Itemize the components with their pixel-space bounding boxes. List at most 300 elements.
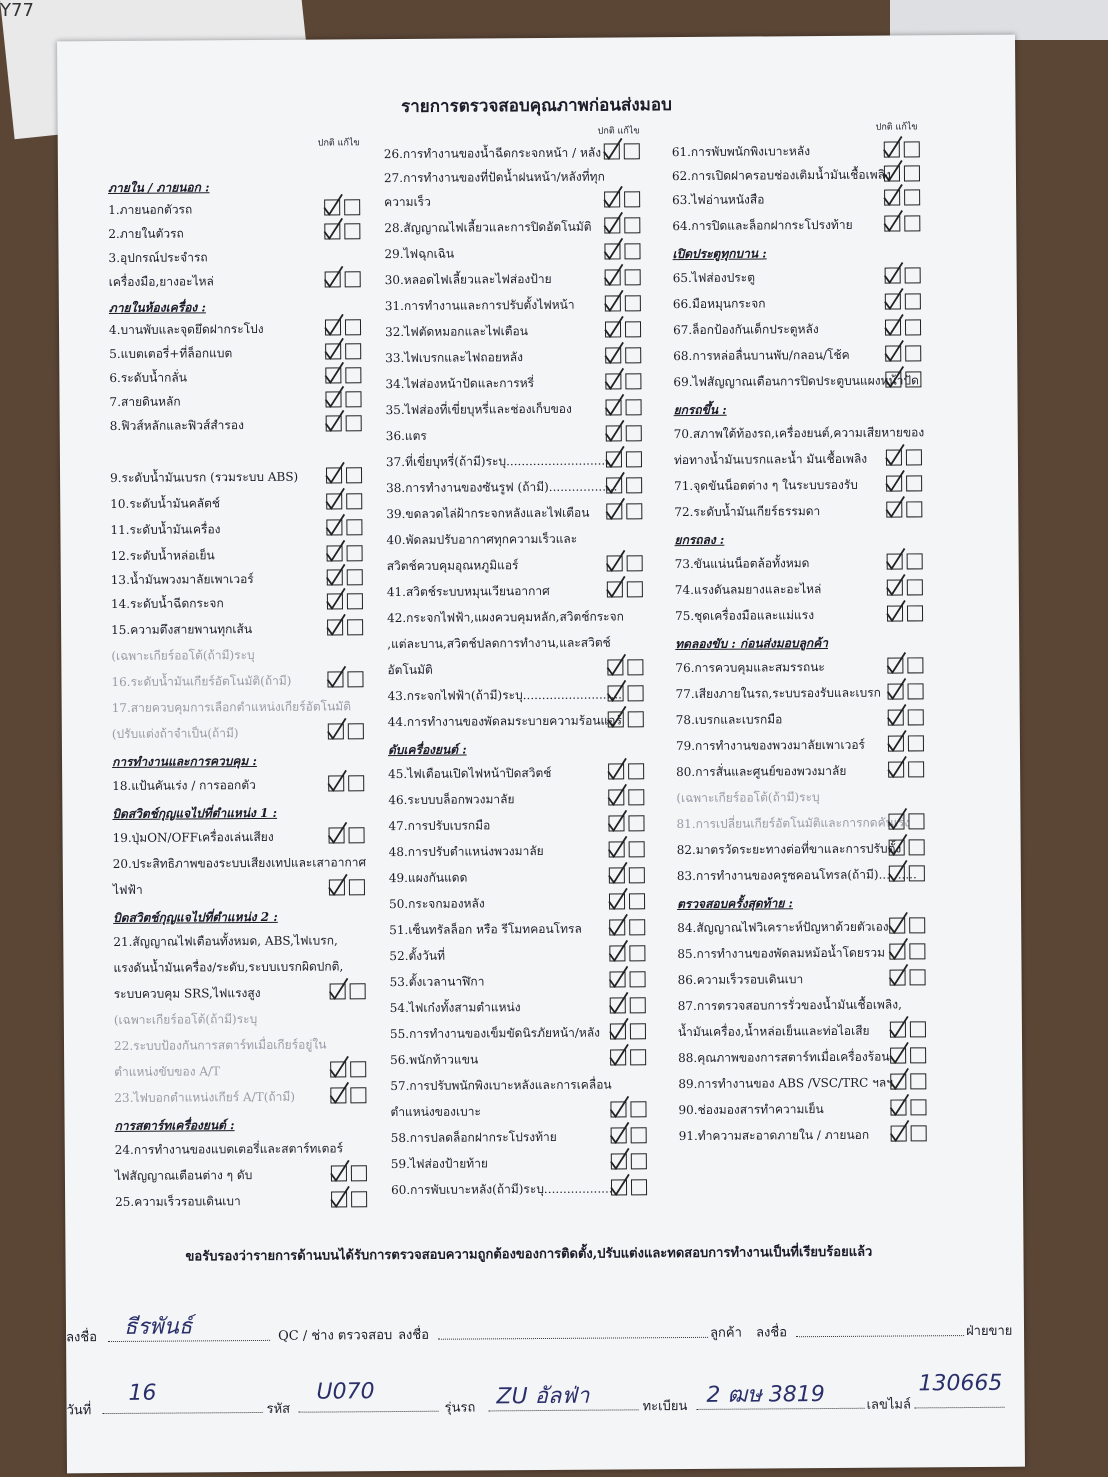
fix-checkbox[interactable] (631, 1179, 647, 1195)
fix-checkbox[interactable] (631, 1127, 647, 1143)
check-mark-icon (325, 821, 349, 845)
normal-checkbox[interactable] (330, 1061, 346, 1077)
normal-checkbox[interactable] (605, 321, 621, 337)
checklist-item-label: ท่อทางน้ำมันเบรกและน้ำ มันเชื้อเพลิง (673, 451, 868, 468)
check-mark-icon (887, 1067, 911, 1091)
fix-checkbox[interactable] (629, 893, 645, 909)
checklist-item-label: 86.ความเร็วรอบเดินเบา (677, 972, 804, 988)
check-mark-icon (886, 937, 910, 961)
normal-checkbox[interactable] (327, 619, 343, 635)
section-heading: ภายในห้องเครื่อง : (108, 300, 206, 316)
mileage-label: เลขไมล์ (866, 1397, 911, 1413)
check-mark-icon (327, 1055, 351, 1079)
checklist-item-label: 28.สัญญาณไฟเลี้ยวและการปิดอัตโนมัติ (384, 219, 592, 236)
normal-checkbox[interactable] (610, 997, 626, 1013)
normal-checkbox[interactable] (330, 983, 346, 999)
fix-checkbox[interactable] (630, 971, 646, 987)
fix-checkbox[interactable] (345, 343, 361, 359)
checklist-item-label: 65.ไฟส่องประตู (672, 270, 756, 286)
checklist-item-label: 83.การทำงานของครูซคอนโทรล(ถ้ามี).......... (676, 867, 917, 884)
checklist-item-label: 90.ช่องมองสารทำความเย็น (678, 1102, 824, 1118)
check-mark-icon (602, 393, 626, 417)
check-mark-icon (607, 1095, 631, 1119)
normal-checkbox[interactable] (886, 475, 902, 491)
fix-checkbox[interactable] (346, 519, 362, 535)
qc-sign-label: ลงชื่อ (66, 1330, 98, 1346)
checklist-item-label: ระบบควบคุม SRS,ไฟแรงสูง (113, 985, 261, 1001)
checklist-item-label: 91.ทำความสะอาดภายใน / ภายนอก (678, 1127, 870, 1144)
checklist-item-label: 63.ไฟอ่านหนังสือ (672, 192, 765, 208)
fix-checkbox[interactable] (347, 569, 363, 585)
normal-checkbox[interactable] (611, 1127, 627, 1143)
checklist-item-label: 75.ชุดเครื่องมือและแม่แรง (674, 608, 815, 624)
normal-checkbox[interactable] (887, 657, 903, 673)
check-mark-icon (882, 365, 906, 389)
fix-checkbox[interactable] (908, 761, 924, 777)
normal-checkbox[interactable] (888, 735, 904, 751)
check-mark-icon (606, 835, 630, 859)
col3-header: ปกติ แก้ไข (875, 122, 918, 133)
fix-checkbox[interactable] (630, 997, 646, 1013)
check-mark-icon (605, 757, 629, 781)
normal-checkbox[interactable] (324, 223, 340, 239)
checklist-item-label: 39.ขดลวดไล่ฝ้ากระจกหลังและไฟเตือน (386, 505, 590, 522)
checklist-item-label: 41.สวิตช์ระบบหมุนเวียนอากาศ (386, 583, 550, 600)
checklist-item-label: 48.การปรับตำแหน่งพวงมาลัย (388, 843, 544, 860)
normal-checkbox[interactable] (327, 569, 343, 585)
inspection-sheet (57, 35, 1025, 1474)
check-mark-icon (882, 261, 906, 285)
normal-checkbox[interactable] (889, 917, 905, 933)
normal-checkbox[interactable] (328, 775, 344, 791)
fix-checkbox[interactable] (624, 191, 640, 207)
check-mark-icon (606, 861, 630, 885)
fix-checkbox[interactable] (905, 319, 921, 335)
normal-checkbox[interactable] (327, 593, 343, 609)
fix-checkbox[interactable] (907, 553, 923, 569)
normal-checkbox[interactable] (888, 709, 904, 725)
form-title: รายการตรวจสอบคุณภาพก่อนส่งมอบ (401, 95, 672, 117)
fix-checkbox[interactable] (347, 619, 363, 635)
check-mark-icon (605, 705, 629, 729)
normal-checkbox[interactable] (330, 1087, 346, 1103)
normal-checkbox[interactable] (890, 1021, 906, 1037)
checklist-item-label: ตำแหน่งขับของ A/T (114, 1064, 221, 1079)
section-heading: ยกรถขึ้น : (673, 402, 727, 418)
section-heading: ตรวจสอบครั้งสุดท้าย : (677, 896, 794, 912)
checklist-item-label: 12.ระดับน้ำหล่อเย็น (110, 548, 215, 563)
mileage-value: 130665 (918, 1370, 1003, 1397)
normal-checkbox[interactable] (609, 893, 625, 909)
fix-checkbox[interactable] (907, 605, 923, 621)
normal-checkbox[interactable] (888, 761, 904, 777)
normal-checkbox[interactable] (888, 683, 904, 699)
normal-checkbox[interactable] (608, 815, 624, 831)
fix-checkbox[interactable] (904, 165, 920, 181)
fix-checkbox[interactable] (350, 983, 366, 999)
normal-checkbox[interactable] (609, 867, 625, 883)
check-mark-icon (602, 367, 626, 391)
check-mark-icon (322, 385, 346, 409)
fix-checkbox[interactable] (910, 1047, 926, 1063)
check-mark-icon (601, 185, 625, 209)
check-mark-icon (328, 1185, 352, 1209)
checklist-item-label: 73.ขันแน่นน็อตล้อทั้งหมด (674, 556, 810, 572)
normal-checkbox[interactable] (889, 865, 905, 881)
check-mark-icon (323, 513, 347, 537)
check-mark-icon (322, 361, 346, 385)
fix-checkbox[interactable] (909, 917, 925, 933)
fix-checkbox[interactable] (630, 1049, 646, 1065)
normal-checkbox[interactable] (885, 267, 901, 283)
normal-checkbox[interactable] (884, 165, 900, 181)
fix-checkbox[interactable] (348, 723, 364, 739)
check-mark-icon (887, 1093, 911, 1117)
normal-checkbox[interactable] (604, 217, 620, 233)
fix-checkbox[interactable] (910, 1073, 926, 1089)
sales-sign-line (796, 1335, 964, 1337)
normal-checkbox[interactable] (325, 343, 341, 359)
normal-checkbox[interactable] (889, 839, 905, 855)
fix-checkbox[interactable] (905, 345, 921, 361)
normal-checkbox[interactable] (884, 215, 900, 231)
normal-checkbox[interactable] (608, 711, 624, 727)
fix-checkbox[interactable] (631, 1153, 647, 1169)
fix-checkbox[interactable] (625, 347, 641, 363)
fix-checkbox[interactable] (344, 199, 360, 215)
check-mark-icon (882, 313, 906, 337)
check-mark-icon (885, 703, 909, 727)
fix-checkbox[interactable] (906, 449, 922, 465)
normal-checkbox[interactable] (610, 971, 626, 987)
normal-checkbox[interactable] (324, 199, 340, 215)
normal-checkbox[interactable] (608, 685, 624, 701)
checklist-item-label: แรงดันน้ำมันเครื่อง/ระดับ,ระบบเบรกผิดปกติ, (113, 959, 344, 975)
fix-checkbox[interactable] (625, 295, 641, 311)
fix-checkbox[interactable] (628, 789, 644, 805)
normal-checkbox[interactable] (885, 371, 901, 387)
normal-checkbox[interactable] (327, 671, 343, 687)
checklist-item-label: 70.สภาพใต้ท้องรถ,เครื่องยนต์,ความเสียหายของ (673, 425, 925, 442)
normal-checkbox[interactable] (328, 723, 344, 739)
normal-checkbox[interactable] (326, 493, 342, 509)
checklist-item-label: ,แต่ละบาน,สวิตช์ปลดการทำงาน,และสวิตช์ (387, 635, 611, 652)
fix-checkbox[interactable] (625, 373, 641, 389)
fix-checkbox[interactable] (346, 493, 362, 509)
normal-checkbox[interactable] (886, 501, 902, 517)
check-mark-icon (888, 1119, 912, 1143)
normal-checkbox[interactable] (887, 553, 903, 569)
fix-checkbox[interactable] (911, 1125, 927, 1141)
check-mark-icon (323, 409, 347, 433)
normal-checkbox[interactable] (605, 295, 621, 311)
fix-checkbox[interactable] (628, 763, 644, 779)
check-mark-icon (601, 211, 625, 235)
checklist-item-label: 32.ไฟตัดหมอกและไฟเตือน (385, 324, 528, 340)
fix-checkbox[interactable] (626, 503, 642, 519)
normal-checkbox[interactable] (610, 1101, 626, 1117)
checklist-item-label: 23.ไฟบอกตำแหน่งเกียร์ A/T(ถ้ามี) (114, 1089, 296, 1105)
checklist-item-label: 47.การปรับเบรกมือ (388, 818, 491, 834)
section-heading: ดับเครื่องยนต์ : (387, 742, 467, 758)
normal-checkbox[interactable] (604, 143, 620, 159)
normal-checkbox[interactable] (605, 269, 621, 285)
fix-checkbox[interactable] (909, 839, 925, 855)
normal-checkbox[interactable] (326, 415, 342, 431)
fix-checkbox[interactable] (630, 1101, 646, 1117)
fix-checkbox[interactable] (908, 813, 924, 829)
check-mark-icon (884, 599, 908, 623)
fix-checkbox[interactable] (345, 271, 361, 287)
section-heading: การทำงานและการควบคุม : (111, 753, 257, 769)
code-label: รหัส (266, 1401, 291, 1417)
fix-checkbox[interactable] (909, 865, 925, 881)
normal-checkbox[interactable] (606, 399, 622, 415)
normal-checkbox[interactable] (611, 1153, 627, 1169)
normal-checkbox[interactable] (610, 1049, 626, 1065)
check-mark-icon (883, 495, 907, 519)
checklist-item-label: 20.ประสิทธิภาพของระบบเสียงเทปและเสาอากาศ (112, 855, 367, 871)
checklist-item-label: 57.การปรับพนักพิงเบาะหลังและการเคลื่อน (390, 1077, 612, 1094)
fix-checkbox[interactable] (624, 143, 640, 159)
check-mark-icon (321, 217, 345, 241)
fix-checkbox[interactable] (626, 399, 642, 415)
normal-checkbox[interactable] (890, 1073, 906, 1089)
fix-checkbox[interactable] (348, 775, 364, 791)
checklist-item-label: 8.ฟิวส์หลักและฟิวส์สำรอง (109, 418, 244, 434)
normal-checkbox[interactable] (606, 477, 622, 493)
normal-checkbox[interactable] (329, 879, 345, 895)
check-mark-icon (607, 1017, 631, 1041)
checklist-item-label: 81.การเปลี่ยนเกียร์อัตโนมัติและการกดคันเร่ง (676, 815, 911, 832)
normal-checkbox[interactable] (887, 579, 903, 595)
checklist-item-label: 46.ระบบบล็อกพวงมาลัย (388, 792, 515, 808)
checklist-item-label: 42.กระจกไฟฟ้า,แผงควบคุมหลัก,สวิตช์กระจก (386, 609, 624, 626)
checklist-item-label: 79.การทำงานของพวงมาลัยเพาเวอร์ (675, 737, 866, 754)
fix-checkbox[interactable] (627, 659, 643, 675)
checklist-item-label: 29.ไฟฉุกเฉิน (384, 246, 455, 262)
fix-checkbox[interactable] (347, 545, 363, 561)
fix-checkbox[interactable] (344, 223, 360, 239)
normal-checkbox[interactable] (885, 319, 901, 335)
check-mark-icon (882, 287, 906, 311)
checklist-item-label: (เฉพาะเกียร์ออโต้(ถ้ามี)ระบุ (113, 1011, 258, 1027)
checklist-item-label: 18.แป้นคันเร่ง / การออกตัว (112, 777, 256, 793)
normal-checkbox[interactable] (331, 1165, 347, 1181)
normal-checkbox[interactable] (888, 813, 904, 829)
normal-checkbox[interactable] (886, 449, 902, 465)
fix-checkbox[interactable] (908, 709, 924, 725)
fix-checkbox[interactable] (629, 945, 645, 961)
fix-checkbox[interactable] (629, 867, 645, 883)
check-mark-icon (327, 977, 351, 1001)
check-mark-icon (604, 653, 628, 677)
fix-checkbox[interactable] (345, 391, 361, 407)
fix-checkbox[interactable] (630, 1023, 646, 1039)
normal-checkbox[interactable] (327, 545, 343, 561)
fix-checkbox[interactable] (346, 415, 362, 431)
normal-checkbox[interactable] (606, 451, 622, 467)
fix-checkbox[interactable] (904, 189, 920, 205)
normal-checkbox[interactable] (326, 467, 342, 483)
fix-checkbox[interactable] (910, 1099, 926, 1115)
normal-checkbox[interactable] (326, 519, 342, 535)
normal-checkbox[interactable] (325, 319, 341, 335)
checklist-item-label: 72.ระดับน้ำมันเกียร์ธรรมดา (674, 504, 821, 520)
normal-checkbox[interactable] (325, 391, 341, 407)
normal-checkbox[interactable] (325, 367, 341, 383)
normal-checkbox[interactable] (609, 945, 625, 961)
checklist-item-label: น้ำมันเครื่อง,น้ำหล่อเย็นและท่อไอเสีย (677, 1023, 870, 1040)
checklist-item-label: 25.ความเร็วรอบเดินเบา (115, 1194, 241, 1209)
section-heading: เปิดประตูทุกบาน : (672, 246, 767, 262)
checklist-item-label: 68.การหล่อลื่นบานพับ/กลอน/โช้ค (673, 347, 850, 364)
normal-checkbox[interactable] (885, 293, 901, 309)
normal-checkbox[interactable] (887, 605, 903, 621)
fix-checkbox[interactable] (904, 215, 920, 231)
checklist-item-label: 52.ตั้งวันที่ (389, 948, 446, 964)
check-mark-icon (602, 263, 626, 287)
check-mark-icon (605, 783, 629, 807)
checklist-item-label: 45.ไฟเตือนเปิดไฟหน้าปิดสวิตช์ (388, 765, 552, 782)
fix-checkbox[interactable] (629, 919, 645, 935)
fix-checkbox[interactable] (910, 969, 926, 985)
fix-checkbox[interactable] (626, 425, 642, 441)
fix-checkbox[interactable] (908, 735, 924, 751)
fix-checkbox[interactable] (628, 815, 644, 831)
normal-checkbox[interactable] (885, 345, 901, 361)
fix-checkbox[interactable] (349, 827, 365, 843)
normal-checkbox[interactable] (608, 763, 624, 779)
fix-checkbox[interactable] (909, 943, 925, 959)
fix-checkbox[interactable] (347, 593, 363, 609)
normal-checkbox[interactable] (884, 141, 900, 157)
checklist-item-label: 61.การพับพนักพิงเบาะหลัง (671, 144, 811, 160)
fix-checkbox[interactable] (350, 1061, 366, 1077)
checklist-item-label: 1.ภายนอกตัวรถ (108, 202, 193, 218)
mileage-line (915, 1407, 1005, 1409)
checklist-item-label: 34.ไฟส่องหน้าปัดและการหรี่ (385, 376, 535, 392)
fix-checkbox[interactable] (345, 319, 361, 335)
normal-checkbox[interactable] (609, 919, 625, 935)
fix-checkbox[interactable] (628, 711, 644, 727)
normal-checkbox[interactable] (331, 1191, 347, 1207)
fix-checkbox[interactable] (627, 581, 643, 597)
normal-checkbox[interactable] (884, 189, 900, 205)
fix-checkbox[interactable] (624, 243, 640, 259)
fix-checkbox[interactable] (351, 1165, 367, 1181)
check-mark-icon (601, 237, 625, 261)
section-heading: ทดลองขับ : ก่อนส่งมอบลูกค้า (675, 635, 828, 652)
normal-checkbox[interactable] (604, 243, 620, 259)
fix-checkbox[interactable] (905, 293, 921, 309)
fix-checkbox[interactable] (907, 579, 923, 595)
normal-checkbox[interactable] (606, 503, 622, 519)
fix-checkbox[interactable] (627, 555, 643, 571)
checklist-item-label: 6.ระดับน้ำกลั่น (109, 370, 187, 386)
fix-checkbox[interactable] (910, 1021, 926, 1037)
check-mark-icon (886, 911, 910, 935)
normal-checkbox[interactable] (607, 659, 623, 675)
normal-checkbox[interactable] (605, 347, 621, 363)
checklist-item-label: 35.ไฟส่องที่เขี่ยบุหรี่และช่องเก็บของ (385, 401, 572, 418)
normal-checkbox[interactable] (891, 1125, 907, 1141)
check-mark-icon (886, 833, 910, 857)
checklist-item-label: 69.ไฟสัญญาณเตือนการปิดประตูบนแผงหน้าปัด (673, 373, 919, 390)
normal-checkbox[interactable] (607, 581, 623, 597)
normal-checkbox[interactable] (890, 969, 906, 985)
fix-checkbox[interactable] (351, 1191, 367, 1207)
fix-checkbox[interactable] (907, 657, 923, 673)
check-mark-icon (885, 807, 909, 831)
corner-handwritten-note: Y77 (0, 0, 34, 21)
normal-checkbox[interactable] (890, 1099, 906, 1115)
fix-checkbox[interactable] (626, 451, 642, 467)
fix-checkbox[interactable] (908, 683, 924, 699)
check-mark-icon (323, 539, 347, 563)
normal-checkbox[interactable] (329, 827, 345, 843)
checklist-item-label: 37.ที่เขี่ยบุหรี่(ถ้ามี)ระบุ........................... (385, 453, 610, 470)
checklist-item-label: 43.กระจกไฟฟ้า(ถ้ามี)ระบุ.......................... (387, 687, 622, 704)
check-mark-icon (886, 963, 910, 987)
fix-checkbox[interactable] (905, 267, 921, 283)
check-mark-icon (881, 159, 905, 183)
normal-checkbox[interactable] (325, 271, 341, 287)
check-mark-icon (882, 339, 906, 363)
checklist-item-label: 88.คุณภาพของการสตาร์ทเมื่อเครื่องร้อน (678, 1049, 890, 1066)
normal-checkbox[interactable] (606, 425, 622, 441)
fix-checkbox[interactable] (346, 467, 362, 483)
fix-checkbox[interactable] (625, 269, 641, 285)
fix-checkbox[interactable] (905, 371, 921, 387)
normal-checkbox[interactable] (608, 789, 624, 805)
checklist-item-label: 55.การทำงานของเข็มขัดนิรภัยหน้า/หลัง (389, 1025, 601, 1042)
checklist-item-label: 62.การเปิดฝาครอบช่องเติมน้ำมันเชื้อเพลิง (671, 167, 891, 184)
normal-checkbox[interactable] (607, 555, 623, 571)
check-mark-icon (881, 183, 905, 207)
fix-checkbox[interactable] (629, 841, 645, 857)
fix-checkbox[interactable] (906, 501, 922, 517)
check-mark-icon (885, 729, 909, 753)
normal-checkbox[interactable] (610, 1023, 626, 1039)
fix-checkbox[interactable] (906, 475, 922, 491)
check-mark-icon (886, 859, 910, 883)
check-mark-icon (885, 755, 909, 779)
check-mark-icon (604, 575, 628, 599)
check-mark-icon (604, 549, 628, 573)
fix-checkbox[interactable] (624, 217, 640, 233)
fix-checkbox[interactable] (626, 477, 642, 493)
fix-checkbox[interactable] (347, 671, 363, 687)
normal-checkbox[interactable] (604, 191, 620, 207)
normal-checkbox[interactable] (605, 373, 621, 389)
check-mark-icon (883, 469, 907, 493)
normal-checkbox[interactable] (611, 1179, 627, 1195)
checklist-item-label: 7.สายดินหลัก (109, 394, 181, 410)
fix-checkbox[interactable] (904, 141, 920, 157)
fix-checkbox[interactable] (345, 367, 361, 383)
fix-checkbox[interactable] (628, 685, 644, 701)
fix-checkbox[interactable] (625, 321, 641, 337)
normal-checkbox[interactable] (889, 943, 905, 959)
fix-checkbox[interactable] (349, 879, 365, 895)
fix-checkbox[interactable] (350, 1087, 366, 1103)
normal-checkbox[interactable] (609, 841, 625, 857)
check-mark-icon (324, 587, 348, 611)
customer-sign-label: ลงชื่อ (398, 1327, 430, 1344)
checklist-item-label: 60.การพับเบาะหลัง(ถ้ามี)ระบุ.................. (390, 1181, 613, 1198)
normal-checkbox[interactable] (890, 1047, 906, 1063)
